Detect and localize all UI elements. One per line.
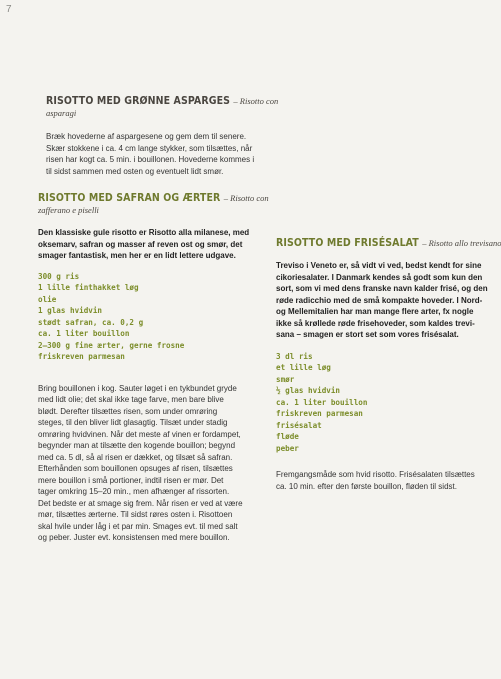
ingredient-item: 2–300 g fine ærter, gerne frosne (38, 340, 185, 350)
method-line: blødt. Derefter tilsættes risen, som under omrøring (38, 406, 218, 416)
method-line: tager omkring 15–20 min., men afhænger af rissorten. (38, 487, 230, 496)
recipe-intro (38, 227, 270, 262)
method-line: mere bouillon i små portioner, indtil risen er mør. Det (38, 475, 224, 485)
method-line: Skær stokkene i ca. 4 cm lange stykker, som tilsættes, når (46, 143, 253, 153)
intro-line: smager fantastisk, men her er en lidt lettere udgave. (38, 251, 236, 260)
ingredient-item: et lille løg (276, 363, 331, 372)
method-line: med lidt olie; det skal ikke tage farve, men bare blive (38, 395, 224, 404)
method-line: steges, til den bliver lidt glasagtig. Tilsæt under stadig (38, 418, 228, 427)
recipe-title-text: RISOTTO MED GRØNNE ASPARGES (46, 95, 231, 107)
ingredient-item: frisésalat (276, 420, 322, 430)
ingredient-item: olie (38, 294, 57, 304)
recipe-method (276, 469, 480, 492)
intro-line: røde radicchio med de små kompakte hoveder. I Nord- (276, 295, 483, 305)
method-line: Fremgangsmåde som hvid risotto. Frisésalaten tilsættes (276, 470, 475, 479)
recipe-subtitle: – Risotto con (223, 193, 269, 203)
method-line: Efterhånden som bouillonen opsuges af risen, tilsættes (38, 464, 233, 473)
recipe-subtitle: – Risotto con (233, 96, 279, 106)
ingredient-item: smør (276, 374, 295, 384)
method-line: med ca. 5 dl, så al risen er dækket, og tilsæt så safran. (38, 452, 233, 462)
ingredient-list (276, 351, 480, 455)
method-line: Bring bouillonen i kog. Sauter løget i en tykbundet gryde (38, 383, 237, 393)
recipe-title (46, 95, 286, 108)
ingredient-item: fløde (276, 432, 299, 441)
ingredient-item: ca. 1 liter bouillon (38, 329, 130, 338)
method-line: Det bedste er at smage sig frem. Når risen er ved at være (38, 498, 243, 508)
intro-line: oksemarv, safran og masser af reven ost og smør, det (38, 239, 243, 249)
ingredient-item: ca. 1 liter bouillon (276, 397, 368, 407)
ingredient-item: friskreven parmesan (38, 352, 125, 361)
ingredient-item: friskreven parmesan (276, 409, 363, 418)
ingredient-item: 1 glas hvidvin (38, 306, 103, 315)
method-line: Bræk hovederne af aspargesene og gem dem til senere. (46, 132, 247, 141)
method-line: ca. 10 min. efter den første bouillon, fløden til sidst. (276, 481, 457, 491)
intro-line: cikoriesalater. I Danmark kendes så godt som kun den (276, 272, 483, 282)
intro-line: og Mellemitalien har man mange flere arter, fx nogle (276, 307, 474, 316)
intro-line: Treviso i Veneto er, så vidt vi ved, bedst kendt for sine (276, 261, 482, 270)
method-line: mør, tilsættes ærterne. Til sidst røres osten i. Risottoen (38, 510, 233, 519)
recipe-method (38, 383, 270, 544)
method-line: og peber. Juster evt. konsistensen med mere bouillon. (38, 533, 230, 542)
ingredient-list (38, 271, 270, 363)
recipe-asparagus (46, 95, 286, 177)
ingredient-item: ½ glas hvidvin (276, 386, 341, 395)
intro-line: sana – smagen er stort set som vores frisésalat. (276, 330, 459, 339)
recipe-subtitle-cont: asparagi (46, 108, 77, 118)
ingredient-item: 3 dl ris (276, 351, 313, 361)
recipe-title (38, 192, 270, 205)
ingredient-item: 1 lille finthakket løg (38, 283, 139, 292)
method-line: skal hvile under låg i et par min. Smages evt. til med salt (38, 521, 238, 531)
recipe-subtitle: – Risotto allo trevisano (422, 238, 501, 248)
ingredient-item: stødt safran, ca. 0,2 g (38, 317, 144, 327)
recipe-saffron (38, 192, 270, 544)
recipe-title-text: RISOTTO MED FRISÉSALAT (276, 237, 419, 249)
recipe-subtitle-cont: zafferano e piselli (38, 205, 99, 215)
ingredient-item: 300 g ris (38, 271, 80, 281)
method-line: begynder man at tilsætte den kogende bouillon; begynd (38, 441, 236, 450)
recipe-intro (276, 260, 488, 341)
method-line: omrøring hvidvinen. Når det meste af vinen er fordampet, (38, 429, 241, 439)
intro-line: ikke så krøllede røde frisehoveder, som kaldes trevi- (276, 318, 475, 328)
method-line: til sidst sammen med osten og eventuelt lidt smør. (46, 166, 224, 176)
intro-line: sort, som vi med dens franske navn kalder frisé, og den (276, 284, 488, 293)
recipe-frisee (276, 237, 501, 492)
recipe-title-text: RISOTTO MED SAFRAN OG ÆRTER (38, 192, 221, 204)
method-line: risen har kogt ca. 5 min. i bouillonen. Hovederne kommes i (46, 155, 255, 164)
intro-line: Den klassiske gule risotto er Risotto alla milanese, med (38, 228, 250, 237)
recipe-title (276, 237, 501, 250)
ingredient-item: peber (276, 443, 299, 453)
page-number: 7 (6, 4, 12, 15)
recipe-method (46, 131, 286, 177)
